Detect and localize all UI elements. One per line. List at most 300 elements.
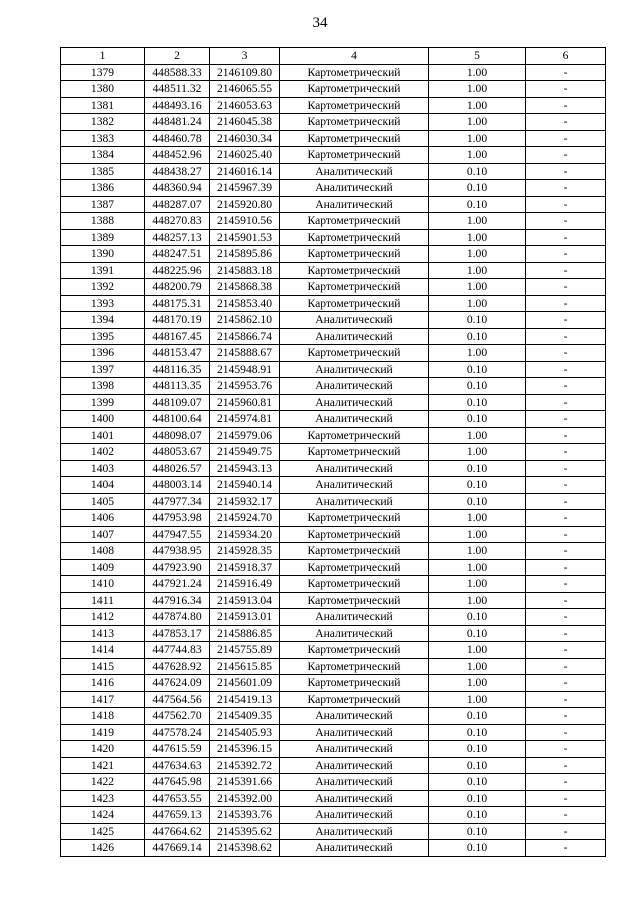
y-coordinate-cell: 2145916.49 xyxy=(210,576,280,593)
x-coordinate-cell: 448225.96 xyxy=(145,262,210,279)
method-cell: Аналитический xyxy=(280,196,429,213)
accuracy-cell: 0.10 xyxy=(429,180,526,197)
y-coordinate-cell: 2145928.35 xyxy=(210,543,280,560)
table-row xyxy=(61,642,606,659)
y-coordinate-cell: 2145868.38 xyxy=(210,279,280,296)
y-coordinate-cell: 2146065.55 xyxy=(210,81,280,98)
accuracy-cell: 0.10 xyxy=(429,625,526,642)
y-coordinate-cell: 2145392.72 xyxy=(210,757,280,774)
x-coordinate-cell: 448098.07 xyxy=(145,427,210,444)
x-coordinate-cell: 447744.83 xyxy=(145,642,210,659)
y-coordinate-cell: 2145943.13 xyxy=(210,460,280,477)
y-coordinate-cell: 2145913.04 xyxy=(210,592,280,609)
note-cell: - xyxy=(526,64,606,81)
note-cell: - xyxy=(526,196,606,213)
x-coordinate-cell: 447947.55 xyxy=(145,526,210,543)
note-cell: - xyxy=(526,526,606,543)
note-cell: - xyxy=(526,279,606,296)
method-cell: Аналитический xyxy=(280,361,429,378)
point-number-cell: 1390 xyxy=(61,246,145,263)
note-cell: - xyxy=(526,345,606,362)
accuracy-cell: 1.00 xyxy=(429,81,526,98)
accuracy-cell: 1.00 xyxy=(429,229,526,246)
table-row xyxy=(61,147,606,164)
x-coordinate-cell: 447923.90 xyxy=(145,559,210,576)
table-row xyxy=(61,295,606,312)
note-cell: - xyxy=(526,609,606,626)
x-coordinate-cell: 448247.51 xyxy=(145,246,210,263)
x-coordinate-cell: 448481.24 xyxy=(145,114,210,131)
x-coordinate-cell: 447916.34 xyxy=(145,592,210,609)
method-cell: Картометрический xyxy=(280,64,429,81)
accuracy-cell: 0.10 xyxy=(429,708,526,725)
y-coordinate-cell: 2145924.70 xyxy=(210,510,280,527)
table-row xyxy=(61,64,606,81)
x-coordinate-cell: 448175.31 xyxy=(145,295,210,312)
x-coordinate-cell: 448053.67 xyxy=(145,444,210,461)
x-coordinate-cell: 447615.59 xyxy=(145,741,210,758)
accuracy-cell: 0.10 xyxy=(429,460,526,477)
header-cell-5: 5 xyxy=(429,48,526,65)
y-coordinate-cell: 2145883.18 xyxy=(210,262,280,279)
x-coordinate-cell: 447659.13 xyxy=(145,807,210,824)
table-row xyxy=(61,130,606,147)
method-cell: Аналитический xyxy=(280,708,429,725)
table-row xyxy=(61,378,606,395)
point-number-cell: 1424 xyxy=(61,807,145,824)
y-coordinate-cell: 2145920.80 xyxy=(210,196,280,213)
y-coordinate-cell: 2145405.93 xyxy=(210,724,280,741)
point-number-cell: 1398 xyxy=(61,378,145,395)
point-number-cell: 1382 xyxy=(61,114,145,131)
point-number-cell: 1404 xyxy=(61,477,145,494)
accuracy-cell: 0.10 xyxy=(429,493,526,510)
method-cell: Аналитический xyxy=(280,312,429,329)
x-coordinate-cell: 447853.17 xyxy=(145,625,210,642)
y-coordinate-cell: 2145615.85 xyxy=(210,658,280,675)
x-coordinate-cell: 448270.83 xyxy=(145,213,210,230)
x-coordinate-cell: 447645.98 xyxy=(145,774,210,791)
method-cell: Аналитический xyxy=(280,774,429,791)
y-coordinate-cell: 2145895.86 xyxy=(210,246,280,263)
note-cell: - xyxy=(526,493,606,510)
method-cell: Аналитический xyxy=(280,328,429,345)
method-cell: Аналитический xyxy=(280,625,429,642)
y-coordinate-cell: 2145960.81 xyxy=(210,394,280,411)
point-number-cell: 1395 xyxy=(61,328,145,345)
table-row xyxy=(61,180,606,197)
table-row xyxy=(61,724,606,741)
method-cell: Картометрический xyxy=(280,147,429,164)
note-cell: - xyxy=(526,394,606,411)
x-coordinate-cell: 447628.92 xyxy=(145,658,210,675)
x-coordinate-cell: 447564.56 xyxy=(145,691,210,708)
accuracy-cell: 0.10 xyxy=(429,724,526,741)
accuracy-cell: 1.00 xyxy=(429,691,526,708)
method-cell: Аналитический xyxy=(280,378,429,395)
note-cell: - xyxy=(526,774,606,791)
table-row xyxy=(61,493,606,510)
x-coordinate-cell: 448438.27 xyxy=(145,163,210,180)
method-cell: Аналитический xyxy=(280,724,429,741)
note-cell: - xyxy=(526,576,606,593)
table-row xyxy=(61,757,606,774)
point-number-cell: 1415 xyxy=(61,658,145,675)
point-number-cell: 1385 xyxy=(61,163,145,180)
table-row xyxy=(61,81,606,98)
method-cell: Картометрический xyxy=(280,427,429,444)
y-coordinate-cell: 2145396.15 xyxy=(210,741,280,758)
y-coordinate-cell: 2145392.00 xyxy=(210,790,280,807)
method-cell: Аналитический xyxy=(280,807,429,824)
x-coordinate-cell: 448109.07 xyxy=(145,394,210,411)
table-body xyxy=(61,64,606,856)
y-coordinate-cell: 2145393.76 xyxy=(210,807,280,824)
table-row xyxy=(61,609,606,626)
point-number-cell: 1419 xyxy=(61,724,145,741)
point-number-cell: 1402 xyxy=(61,444,145,461)
table-row xyxy=(61,823,606,840)
accuracy-cell: 0.10 xyxy=(429,741,526,758)
accuracy-cell: 1.00 xyxy=(429,97,526,114)
note-cell: - xyxy=(526,411,606,428)
accuracy-cell: 1.00 xyxy=(429,576,526,593)
method-cell: Картометрический xyxy=(280,97,429,114)
method-cell: Картометрический xyxy=(280,444,429,461)
note-cell: - xyxy=(526,246,606,263)
point-number-cell: 1409 xyxy=(61,559,145,576)
note-cell: - xyxy=(526,180,606,197)
note-cell: - xyxy=(526,262,606,279)
accuracy-cell: 0.10 xyxy=(429,411,526,428)
y-coordinate-cell: 2145910.56 xyxy=(210,213,280,230)
y-coordinate-cell: 2145974.81 xyxy=(210,411,280,428)
accuracy-cell: 1.00 xyxy=(429,295,526,312)
x-coordinate-cell: 447953.98 xyxy=(145,510,210,527)
accuracy-cell: 1.00 xyxy=(429,526,526,543)
accuracy-cell: 0.10 xyxy=(429,477,526,494)
method-cell: Картометрический xyxy=(280,675,429,692)
method-cell: Картометрический xyxy=(280,246,429,263)
table-row xyxy=(61,477,606,494)
point-number-cell: 1389 xyxy=(61,229,145,246)
table-row xyxy=(61,345,606,362)
y-coordinate-cell: 2146030.34 xyxy=(210,130,280,147)
point-number-cell: 1399 xyxy=(61,394,145,411)
method-cell: Аналитический xyxy=(280,790,429,807)
note-cell: - xyxy=(526,691,606,708)
x-coordinate-cell: 448287.07 xyxy=(145,196,210,213)
note-cell: - xyxy=(526,163,606,180)
method-cell: Аналитический xyxy=(280,493,429,510)
point-number-cell: 1379 xyxy=(61,64,145,81)
x-coordinate-cell: 448511.32 xyxy=(145,81,210,98)
point-number-cell: 1411 xyxy=(61,592,145,609)
note-cell: - xyxy=(526,295,606,312)
point-number-cell: 1393 xyxy=(61,295,145,312)
y-coordinate-cell: 2145853.40 xyxy=(210,295,280,312)
point-number-cell: 1387 xyxy=(61,196,145,213)
x-coordinate-cell: 448257.13 xyxy=(145,229,210,246)
accuracy-cell: 0.10 xyxy=(429,774,526,791)
note-cell: - xyxy=(526,757,606,774)
table-row xyxy=(61,543,606,560)
point-number-cell: 1422 xyxy=(61,774,145,791)
header-cell-4: 4 xyxy=(280,48,429,65)
header-cell-1: 1 xyxy=(61,48,145,65)
x-coordinate-cell: 447634.63 xyxy=(145,757,210,774)
y-coordinate-cell: 2145901.53 xyxy=(210,229,280,246)
y-coordinate-cell: 2146045.38 xyxy=(210,114,280,131)
table-row xyxy=(61,625,606,642)
method-cell: Картометрический xyxy=(280,543,429,560)
point-number-cell: 1406 xyxy=(61,510,145,527)
point-number-cell: 1421 xyxy=(61,757,145,774)
table-row xyxy=(61,708,606,725)
coordinates-table xyxy=(60,47,606,857)
accuracy-cell: 1.00 xyxy=(429,543,526,560)
y-coordinate-cell: 2145398.62 xyxy=(210,840,280,857)
accuracy-cell: 0.10 xyxy=(429,361,526,378)
point-number-cell: 1417 xyxy=(61,691,145,708)
table-row xyxy=(61,807,606,824)
point-number-cell: 1403 xyxy=(61,460,145,477)
header-cell-3: 3 xyxy=(210,48,280,65)
accuracy-cell: 1.00 xyxy=(429,345,526,362)
x-coordinate-cell: 448167.45 xyxy=(145,328,210,345)
note-cell: - xyxy=(526,444,606,461)
y-coordinate-cell: 2145918.37 xyxy=(210,559,280,576)
point-number-cell: 1407 xyxy=(61,526,145,543)
y-coordinate-cell: 2145940.14 xyxy=(210,477,280,494)
method-cell: Аналитический xyxy=(280,823,429,840)
table-row xyxy=(61,658,606,675)
note-cell: - xyxy=(526,708,606,725)
method-cell: Картометрический xyxy=(280,526,429,543)
point-number-cell: 1423 xyxy=(61,790,145,807)
method-cell: Картометрический xyxy=(280,592,429,609)
accuracy-cell: 0.10 xyxy=(429,790,526,807)
x-coordinate-cell: 447874.80 xyxy=(145,609,210,626)
point-number-cell: 1410 xyxy=(61,576,145,593)
method-cell: Картометрический xyxy=(280,262,429,279)
note-cell: - xyxy=(526,81,606,98)
accuracy-cell: 0.10 xyxy=(429,378,526,395)
accuracy-cell: 1.00 xyxy=(429,262,526,279)
note-cell: - xyxy=(526,361,606,378)
method-cell: Картометрический xyxy=(280,213,429,230)
y-coordinate-cell: 2145888.67 xyxy=(210,345,280,362)
x-coordinate-cell: 447578.24 xyxy=(145,724,210,741)
table-row xyxy=(61,213,606,230)
note-cell: - xyxy=(526,543,606,560)
accuracy-cell: 0.10 xyxy=(429,609,526,626)
y-coordinate-cell: 2146053.63 xyxy=(210,97,280,114)
method-cell: Аналитический xyxy=(280,609,429,626)
note-cell: - xyxy=(526,114,606,131)
x-coordinate-cell: 448113.35 xyxy=(145,378,210,395)
x-coordinate-cell: 448360.94 xyxy=(145,180,210,197)
accuracy-cell: 1.00 xyxy=(429,130,526,147)
accuracy-cell: 0.10 xyxy=(429,823,526,840)
point-number-cell: 1384 xyxy=(61,147,145,164)
method-cell: Аналитический xyxy=(280,840,429,857)
method-cell: Аналитический xyxy=(280,460,429,477)
note-cell: - xyxy=(526,741,606,758)
x-coordinate-cell: 448153.47 xyxy=(145,345,210,362)
note-cell: - xyxy=(526,642,606,659)
y-coordinate-cell: 2145391.66 xyxy=(210,774,280,791)
table-row xyxy=(61,576,606,593)
note-cell: - xyxy=(526,625,606,642)
note-cell: - xyxy=(526,427,606,444)
x-coordinate-cell: 447921.24 xyxy=(145,576,210,593)
accuracy-cell: 1.00 xyxy=(429,642,526,659)
note-cell: - xyxy=(526,147,606,164)
method-cell: Аналитический xyxy=(280,394,429,411)
table-row xyxy=(61,510,606,527)
accuracy-cell: 1.00 xyxy=(429,592,526,609)
y-coordinate-cell: 2145755.89 xyxy=(210,642,280,659)
method-cell: Картометрический xyxy=(280,559,429,576)
accuracy-cell: 1.00 xyxy=(429,279,526,296)
method-cell: Аналитический xyxy=(280,757,429,774)
point-number-cell: 1392 xyxy=(61,279,145,296)
point-number-cell: 1396 xyxy=(61,345,145,362)
note-cell: - xyxy=(526,675,606,692)
point-number-cell: 1413 xyxy=(61,625,145,642)
x-coordinate-cell: 448116.35 xyxy=(145,361,210,378)
table-row xyxy=(61,312,606,329)
point-number-cell: 1414 xyxy=(61,642,145,659)
note-cell: - xyxy=(526,658,606,675)
method-cell: Картометрический xyxy=(280,576,429,593)
accuracy-cell: 0.10 xyxy=(429,328,526,345)
method-cell: Картометрический xyxy=(280,279,429,296)
y-coordinate-cell: 2145913.01 xyxy=(210,609,280,626)
y-coordinate-cell: 2145601.09 xyxy=(210,675,280,692)
point-number-cell: 1383 xyxy=(61,130,145,147)
accuracy-cell: 0.10 xyxy=(429,196,526,213)
note-cell: - xyxy=(526,378,606,395)
table-row xyxy=(61,394,606,411)
accuracy-cell: 1.00 xyxy=(429,675,526,692)
point-number-cell: 1401 xyxy=(61,427,145,444)
x-coordinate-cell: 448026.57 xyxy=(145,460,210,477)
x-coordinate-cell: 447977.34 xyxy=(145,493,210,510)
accuracy-cell: 1.00 xyxy=(429,658,526,675)
method-cell: Аналитический xyxy=(280,163,429,180)
table-row xyxy=(61,444,606,461)
point-number-cell: 1380 xyxy=(61,81,145,98)
x-coordinate-cell: 447664.62 xyxy=(145,823,210,840)
table-row xyxy=(61,790,606,807)
x-coordinate-cell: 447938.95 xyxy=(145,543,210,560)
note-cell: - xyxy=(526,328,606,345)
table-row xyxy=(61,361,606,378)
x-coordinate-cell: 448493.16 xyxy=(145,97,210,114)
method-cell: Картометрический xyxy=(280,81,429,98)
point-number-cell: 1408 xyxy=(61,543,145,560)
point-number-cell: 1394 xyxy=(61,312,145,329)
method-cell: Аналитический xyxy=(280,180,429,197)
table-row xyxy=(61,229,606,246)
accuracy-cell: 1.00 xyxy=(429,510,526,527)
accuracy-cell: 0.10 xyxy=(429,840,526,857)
note-cell: - xyxy=(526,559,606,576)
accuracy-cell: 1.00 xyxy=(429,559,526,576)
accuracy-cell: 1.00 xyxy=(429,246,526,263)
note-cell: - xyxy=(526,592,606,609)
y-coordinate-cell: 2146109.80 xyxy=(210,64,280,81)
table-row xyxy=(61,427,606,444)
method-cell: Картометрический xyxy=(280,114,429,131)
point-number-cell: 1418 xyxy=(61,708,145,725)
x-coordinate-cell: 448200.79 xyxy=(145,279,210,296)
table-row xyxy=(61,163,606,180)
x-coordinate-cell: 448170.19 xyxy=(145,312,210,329)
y-coordinate-cell: 2145395.62 xyxy=(210,823,280,840)
y-coordinate-cell: 2145967.39 xyxy=(210,180,280,197)
point-number-cell: 1388 xyxy=(61,213,145,230)
accuracy-cell: 0.10 xyxy=(429,807,526,824)
note-cell: - xyxy=(526,823,606,840)
method-cell: Картометрический xyxy=(280,642,429,659)
point-number-cell: 1386 xyxy=(61,180,145,197)
page-number: 34 xyxy=(312,15,328,31)
y-coordinate-cell: 2145866.74 xyxy=(210,328,280,345)
point-number-cell: 1420 xyxy=(61,741,145,758)
table-row xyxy=(61,526,606,543)
accuracy-cell: 1.00 xyxy=(429,147,526,164)
y-coordinate-cell: 2145953.76 xyxy=(210,378,280,395)
accuracy-cell: 0.10 xyxy=(429,394,526,411)
table-row xyxy=(61,97,606,114)
x-coordinate-cell: 447653.55 xyxy=(145,790,210,807)
note-cell: - xyxy=(526,840,606,857)
table-row xyxy=(61,262,606,279)
x-coordinate-cell: 448460.78 xyxy=(145,130,210,147)
note-cell: - xyxy=(526,130,606,147)
method-cell: Аналитический xyxy=(280,477,429,494)
table-row xyxy=(61,559,606,576)
method-cell: Картометрический xyxy=(280,295,429,312)
accuracy-cell: 0.10 xyxy=(429,312,526,329)
y-coordinate-cell: 2145949.75 xyxy=(210,444,280,461)
table-row xyxy=(61,411,606,428)
accuracy-cell: 1.00 xyxy=(429,114,526,131)
method-cell: Картометрический xyxy=(280,691,429,708)
y-coordinate-cell: 2145409.35 xyxy=(210,708,280,725)
method-cell: Картометрический xyxy=(280,229,429,246)
x-coordinate-cell: 448003.14 xyxy=(145,477,210,494)
y-coordinate-cell: 2145979.06 xyxy=(210,427,280,444)
accuracy-cell: 0.10 xyxy=(429,163,526,180)
note-cell: - xyxy=(526,790,606,807)
x-coordinate-cell: 447669.14 xyxy=(145,840,210,857)
point-number-cell: 1416 xyxy=(61,675,145,692)
y-coordinate-cell: 2146016.14 xyxy=(210,163,280,180)
table-row xyxy=(61,279,606,296)
y-coordinate-cell: 2145934.20 xyxy=(210,526,280,543)
header-cell-6: 6 xyxy=(526,48,606,65)
table-row xyxy=(61,328,606,345)
point-number-cell: 1400 xyxy=(61,411,145,428)
note-cell: - xyxy=(526,477,606,494)
accuracy-cell: 1.00 xyxy=(429,64,526,81)
point-number-cell: 1426 xyxy=(61,840,145,857)
y-coordinate-cell: 2145932.17 xyxy=(210,493,280,510)
